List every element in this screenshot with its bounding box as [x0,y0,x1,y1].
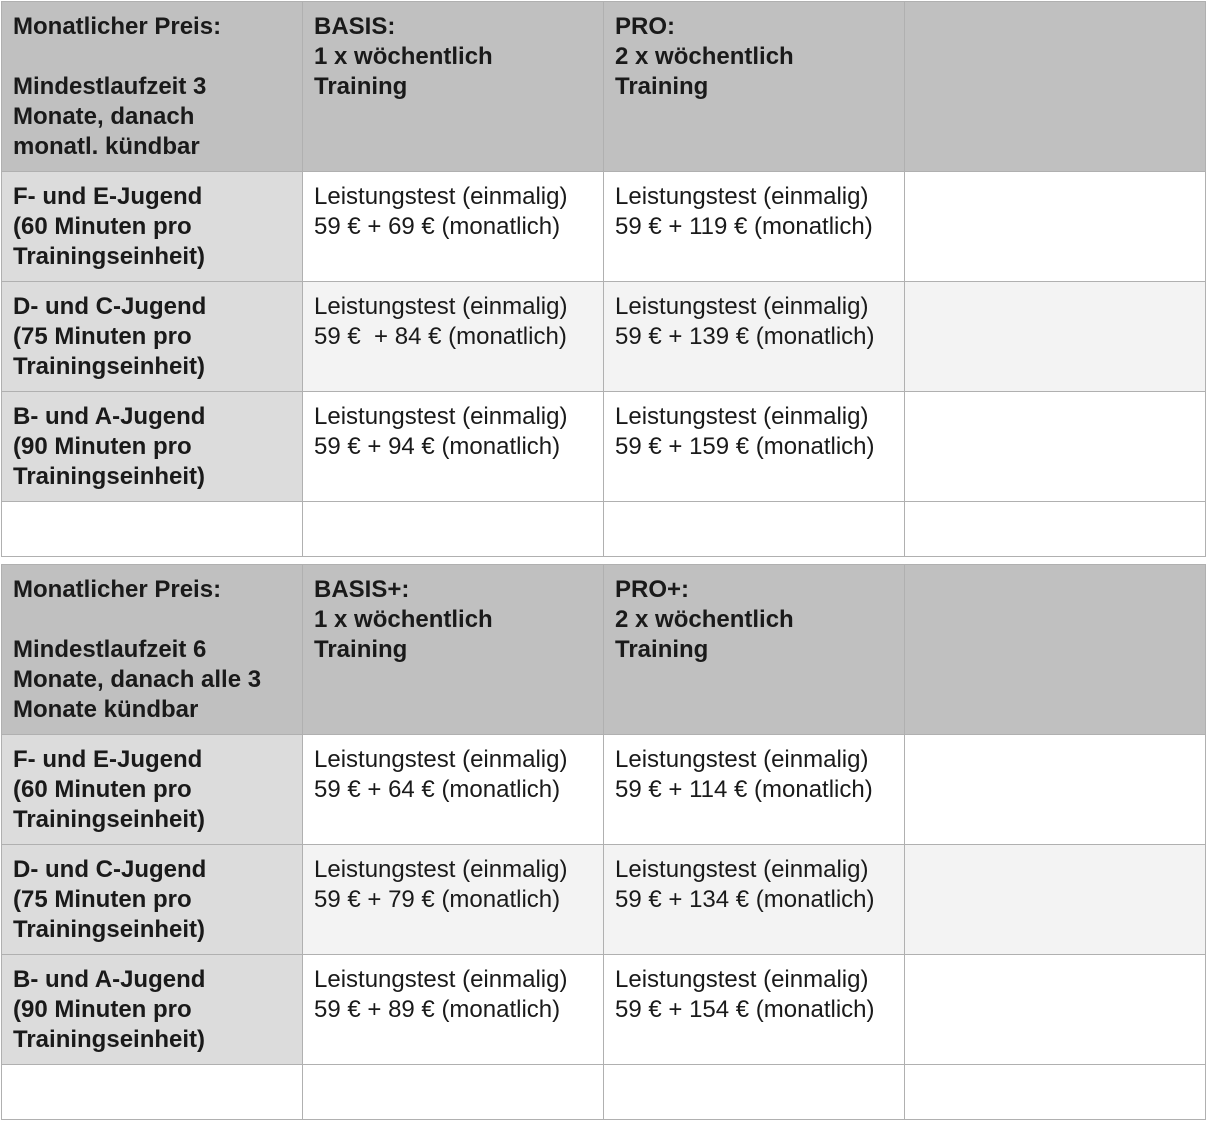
empty-row [2,1065,1206,1120]
pricing-table-2 [1,564,1206,1120]
empty-cell [905,845,1206,955]
test-fee: Leistungstest (einmalig) [615,403,869,430]
empty-cell [2,502,303,557]
plan-frequency: 2 x wöchentlich [615,43,794,70]
table-row [2,282,1206,392]
term-line: Monate kündbar [13,696,199,723]
age-group-label [2,955,303,1065]
age-group-name: B- und A-Jugend [13,403,206,430]
plan-name: BASIS: [314,13,396,40]
table-row [2,735,1206,845]
session-unit: Trainingseinheit) [13,243,206,270]
empty-cell [905,735,1206,845]
term-line: Mindestlaufzeit 3 [13,73,207,100]
term-line: Mindestlaufzeit 6 [13,636,207,663]
header-row [2,565,1206,735]
empty-cell [905,282,1206,392]
monthly-price: 59 € + 89 € (monatlich) [314,996,561,1023]
plan-name: PRO+: [615,576,690,603]
plan-frequency-suffix: Training [615,73,709,100]
plan-frequency-suffix: Training [615,636,709,663]
price-term-header [2,2,303,172]
empty-row [2,502,1206,557]
empty-header-cell [905,565,1206,735]
table-row [2,955,1206,1065]
monthly-price: 59 € + 154 € (monatlich) [615,996,875,1023]
pro-price-cell [604,172,905,282]
pro-price-cell [604,282,905,392]
price-label: Monatlicher Preis: [13,13,222,40]
session-unit: Trainingseinheit) [13,353,206,380]
pro-plus-price-cell [604,735,905,845]
age-group-name: D- und C-Jugend [13,293,207,320]
term-line: Monate, danach [13,103,195,130]
monthly-price: 59 € + 134 € (monatlich) [615,886,875,913]
plan-frequency-suffix: Training [314,636,408,663]
test-fee: Leistungstest (einmalig) [314,856,568,883]
age-group-label [2,392,303,502]
session-unit: Trainingseinheit) [13,1026,206,1053]
term-line: Monate, danach alle 3 [13,666,262,693]
age-group-label [2,172,303,282]
test-fee: Leistungstest (einmalig) [314,966,568,993]
plan-name: BASIS+: [314,576,410,603]
monthly-price: 59 € + 69 € (monatlich) [314,213,561,240]
plan-frequency-suffix: Training [314,73,408,100]
age-group-label [2,845,303,955]
age-group-name: F- und E-Jugend [13,746,203,773]
empty-cell [905,172,1206,282]
empty-cell [905,392,1206,502]
monthly-price: 59 € + 94 € (monatlich) [314,433,561,460]
age-group-label [2,735,303,845]
monthly-price: 59 € + 114 € (monatlich) [615,776,873,803]
test-fee: Leistungstest (einmalig) [615,746,869,773]
session-duration: (75 Minuten pro [13,886,192,913]
session-duration: (90 Minuten pro [13,433,192,460]
header-row [2,2,1206,172]
basis-price-cell [303,392,604,502]
basis-plus-price-cell [303,845,604,955]
test-fee: Leistungstest (einmalig) [615,856,869,883]
test-fee: Leistungstest (einmalig) [314,183,568,210]
age-group-name: F- und E-Jugend [13,183,203,210]
basis-plus-price-cell [303,735,604,845]
monthly-price: 59 € + 64 € (monatlich) [314,776,561,803]
empty-cell [604,502,905,557]
term-line: monatl. kündbar [13,133,200,160]
basis-price-cell [303,282,604,392]
empty-cell [2,1065,303,1120]
plan-name: PRO: [615,13,675,40]
monthly-price: 59 € + 79 € (monatlich) [314,886,561,913]
session-unit: Trainingseinheit) [13,806,206,833]
pricing-table-1 [1,1,1206,557]
pro-price-cell [604,392,905,502]
plan-pro-header [604,2,905,172]
test-fee: Leistungstest (einmalig) [615,966,869,993]
test-fee: Leistungstest (einmalig) [314,293,568,320]
price-term-header [2,565,303,735]
session-unit: Trainingseinheit) [13,463,206,490]
plan-basis-plus-header [303,565,604,735]
empty-cell [303,502,604,557]
plan-basis-header [303,2,604,172]
age-group-label [2,282,303,392]
table-row [2,172,1206,282]
table-row [2,845,1206,955]
age-group-name: D- und C-Jugend [13,856,207,883]
empty-cell [303,1065,604,1120]
test-fee: Leistungstest (einmalig) [314,403,568,430]
price-label: Monatlicher Preis: [13,576,222,603]
plan-frequency: 1 x wöchentlich [314,43,493,70]
plan-pro-plus-header [604,565,905,735]
session-duration: (60 Minuten pro [13,213,192,240]
table-row [2,392,1206,502]
plan-frequency: 2 x wöchentlich [615,606,794,633]
empty-header-cell [905,2,1206,172]
session-duration: (60 Minuten pro [13,776,192,803]
monthly-price: 59 € + 84 € (monatlich) [314,323,567,350]
test-fee: Leistungstest (einmalig) [314,746,568,773]
session-unit: Trainingseinheit) [13,916,206,943]
monthly-price: 59 € + 119 € (monatlich) [615,213,873,240]
session-duration: (75 Minuten pro [13,323,192,350]
monthly-price: 59 € + 139 € (monatlich) [615,323,875,350]
plan-frequency: 1 x wöchentlich [314,606,493,633]
pro-plus-price-cell [604,845,905,955]
session-duration: (90 Minuten pro [13,996,192,1023]
empty-cell [905,1065,1206,1120]
basis-plus-price-cell [303,955,604,1065]
test-fee: Leistungstest (einmalig) [615,183,869,210]
age-group-name: B- und A-Jugend [13,966,206,993]
pro-plus-price-cell [604,955,905,1065]
empty-cell [905,955,1206,1065]
test-fee: Leistungstest (einmalig) [615,293,869,320]
empty-cell [604,1065,905,1120]
monthly-price: 59 € + 159 € (monatlich) [615,433,875,460]
basis-price-cell [303,172,604,282]
empty-cell [905,502,1206,557]
